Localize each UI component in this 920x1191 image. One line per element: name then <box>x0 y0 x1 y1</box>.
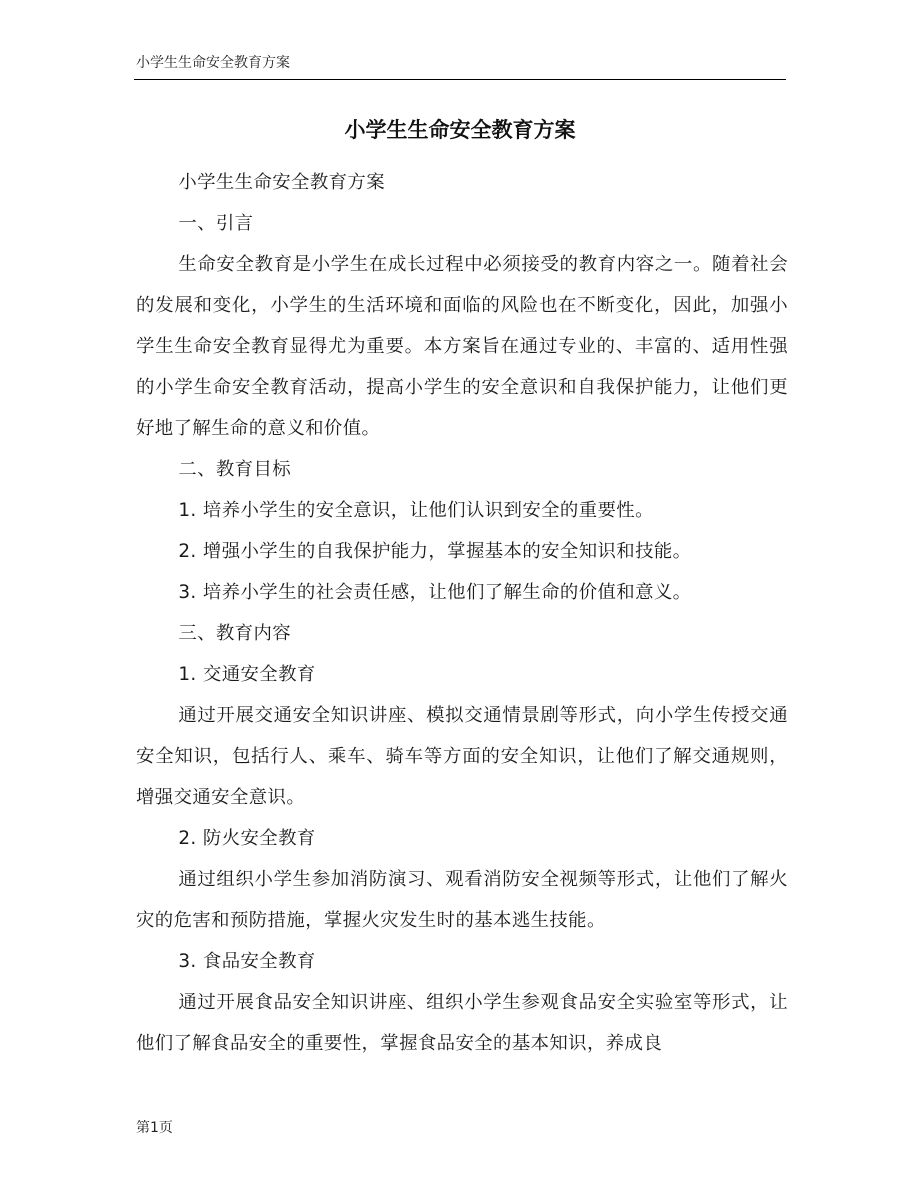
header-rule <box>134 79 786 80</box>
content-heading-traffic: 1. 交通安全教育 <box>178 664 316 685</box>
section-heading-content: 三、教育内容 <box>178 623 292 644</box>
running-header: 小学生生命安全教育方案 <box>136 55 290 71</box>
goal-item-3: 3. 培养小学生的社会责任感，让他们了解生命的价值和意义。 <box>178 582 692 603</box>
page-number: 第1页 <box>136 1120 173 1136</box>
section-heading-intro: 一、引言 <box>178 213 254 234</box>
section-heading-goals: 二、教育目标 <box>178 459 292 480</box>
paragraph-fire: 通过组织小学生参加消防演习、观看消防安全视频等形式，让他们了解火灾的危害和预防措施，掌握火灾发生时的基本逃生技能。 <box>136 869 788 931</box>
paragraph-intro: 生命安全教育是小学生在成长过程中必须接受的教育内容之一。随着社会的发展和变化，小学生的生活环境和面临的风险也在不断变化，因此，加强小学生生命安全教育显得尤为重要。本方案旨在通过专业的、丰富的、适用性强的小学生命安全教育活动，提高小学生的安全意识和自我保护能力，让他们更好地了解生命的意义和价值。 <box>136 254 788 439</box>
content-heading-food: 3. 食品安全教育 <box>178 951 316 972</box>
document-body <box>136 162 788 1064</box>
goal-item-2: 2. 增强小学生的自我保护能力，掌握基本的安全知识和技能。 <box>178 541 692 562</box>
document-title: 小学生生命安全教育方案 <box>344 118 576 142</box>
paragraph-food: 通过开展食品安全知识讲座、组织小学生参观食品安全实验室等形式，让他们了解食品安全的重要性，掌握食品安全的基本知识，养成良 <box>136 992 788 1054</box>
paragraph-traffic: 通过开展交通安全知识讲座、模拟交通情景剧等形式，向小学生传授交通安全知识，包括行人、乘车、骑车等方面的安全知识，让他们了解交通规则，增强交通安全意识。 <box>136 705 788 808</box>
content-heading-fire: 2. 防火安全教育 <box>178 828 316 849</box>
paragraph-subtitle: 小学生生命安全教育方案 <box>178 172 386 193</box>
goal-item-1: 1. 培养小学生的安全意识，让他们认识到安全的重要性。 <box>178 500 654 521</box>
